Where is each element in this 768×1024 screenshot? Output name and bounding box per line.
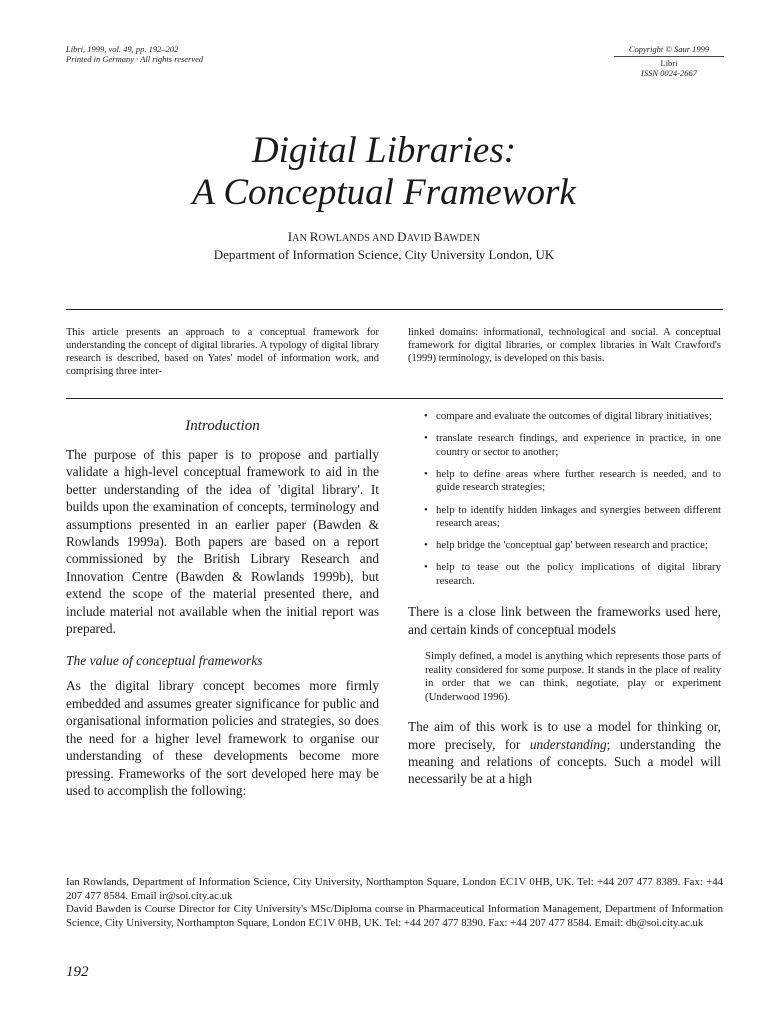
list-item-text: help to define areas where further research is needed, and to guide research strategies; — [436, 467, 721, 494]
author-initial: I — [287, 229, 293, 244]
list-item — [408, 432, 721, 459]
list-item — [408, 410, 721, 424]
bullet-icon: • — [424, 539, 428, 552]
footnote-rowlands: Ian Rowlands, Department of Information Science, City University, Northampton Square, London EC1V 0HB, UK. Tel: +44 207 477 8389. Fax: +44 207 477 8584. Email ir@soi.city.ac.uk — [66, 876, 723, 902]
copyright-line: Copyright © Saur 1999 — [628, 44, 710, 54]
author-smallcaps: AWDEN — [442, 233, 481, 244]
bullet-icon: • — [424, 503, 428, 516]
list-item-text: help to tease out the policy implications of digital library research. — [436, 561, 721, 587]
author-footnotes — [66, 876, 723, 930]
copyright-block — [614, 44, 724, 78]
list-item — [408, 561, 721, 588]
intro-paragraph: The purpose of this paper is to propose and partially validate a high-level conceptual framework to aid in the better understanding of the idea of 'digital library'. It builds upon the examination of concepts, terminology and assumptions presented in an earlier paper (Bawden & Rowlands 1999a). Both papers are based on a report commissioned by the British Library Research and Innovation Centre (Bawden & Rowlands 1999b), but extend the scope of the material presented there, and include material not available when the initial report was prepared. — [66, 447, 379, 637]
author-line — [0, 229, 768, 245]
header-divider — [614, 56, 724, 57]
list-item-text: translate research findings, and experience in practice, in one country or sector to another; — [436, 432, 721, 458]
paper-title — [0, 130, 768, 214]
bullet-icon: • — [424, 561, 428, 574]
author-initial: D — [397, 229, 407, 244]
title-line-2: A Conceptual Framework — [192, 172, 576, 213]
bullet-icon: • — [424, 467, 428, 480]
title-line-1: Digital Libraries: — [251, 130, 517, 171]
rights-line: Printed in Germany · All rights reserved — [66, 54, 204, 64]
block-quote: Simply defined, a model is anything which represents those parts of reality considered for some purpose. It stands in the place of reality in order that we can think, negotiate, play or experiment (Underwood 1996). — [425, 650, 721, 703]
citation-line: Libri, 1999, vol. 49, pp. 192–202 — [66, 44, 179, 54]
abstract-right: linked domains: informational, technological and social. A conceptual framework for digital libraries, or complex libraries in Walt Crawford's (1999) terminology, is developed on this basis. — [408, 327, 721, 364]
right-column — [408, 410, 721, 788]
frameworks-paragraph: As the digital library concept becomes more firmly embedded and assumes greater significance for public and organisational information policies and strategies, so does the need for a higher level framework to organise our understanding of these developments become more pressing. Frameworks of the sort developed here may be used to accomplish the following: — [66, 678, 379, 798]
footnote-bawden: David Bawden is Course Director for City University's MSc/Diploma course in Pharmaceutical Information Management, Department of Information Science, City University, Northampton Square, London EC1V 0HB, UK. Tel: +44 207 477 8390. Fax: +44 207 477 8584. Email: db@soi.city.ac.uk — [66, 903, 723, 929]
left-column — [66, 418, 379, 799]
author-initial: B — [433, 229, 443, 244]
list-item-text: help to identify hidden linkages and synergies between different research areas; — [436, 503, 721, 530]
author-smallcaps: OWLANDS AND — [318, 233, 398, 244]
abstract-bottom-rule — [66, 398, 723, 399]
emphasis-text: understanding — [529, 736, 607, 752]
bullet-icon: • — [424, 410, 428, 422]
list-item — [408, 468, 721, 495]
aim-text-cont: ; understanding the meaning and relations of concepts. Such a model will necessarily be at a high — [408, 736, 721, 787]
list-item — [408, 504, 721, 531]
subsection-heading: The value of conceptual frameworks — [66, 653, 263, 669]
uses-list — [408, 410, 721, 588]
issn-line: ISSN 0024-2667 — [641, 68, 697, 78]
author-smallcaps: AVID — [406, 233, 434, 244]
list-item-text: help bridge the 'conceptual gap' between research and practice; — [436, 539, 708, 552]
list-item-text: compare and evaluate the outcomes of digital library initiatives; — [436, 410, 712, 422]
abstract-top-rule — [66, 309, 723, 310]
models-paragraph: There is a close link between the frameworks used here, and certain kinds of conceptual models — [408, 604, 721, 637]
author-initial: R — [309, 229, 319, 244]
abstract-left: This article presents an approach to a conceptual framework for understanding the concept of digital libraries. A typology of digital library research is described, based on Yates' model of information work, and comprising three inter- — [66, 327, 379, 377]
section-heading: Introduction — [185, 418, 260, 434]
aim-text: The aim of this work is to use a model for thinking or, more precisely, for — [408, 719, 721, 752]
bullet-icon: • — [424, 432, 428, 445]
aim-paragraph — [408, 718, 721, 788]
affiliation: Department of Information Science, City University London, UK — [213, 247, 555, 262]
journal-name: Libri — [660, 58, 678, 68]
author-smallcaps: AN — [292, 233, 310, 244]
page-number: 192 — [66, 964, 89, 980]
journal-citation — [66, 44, 203, 64]
list-item — [408, 539, 721, 553]
